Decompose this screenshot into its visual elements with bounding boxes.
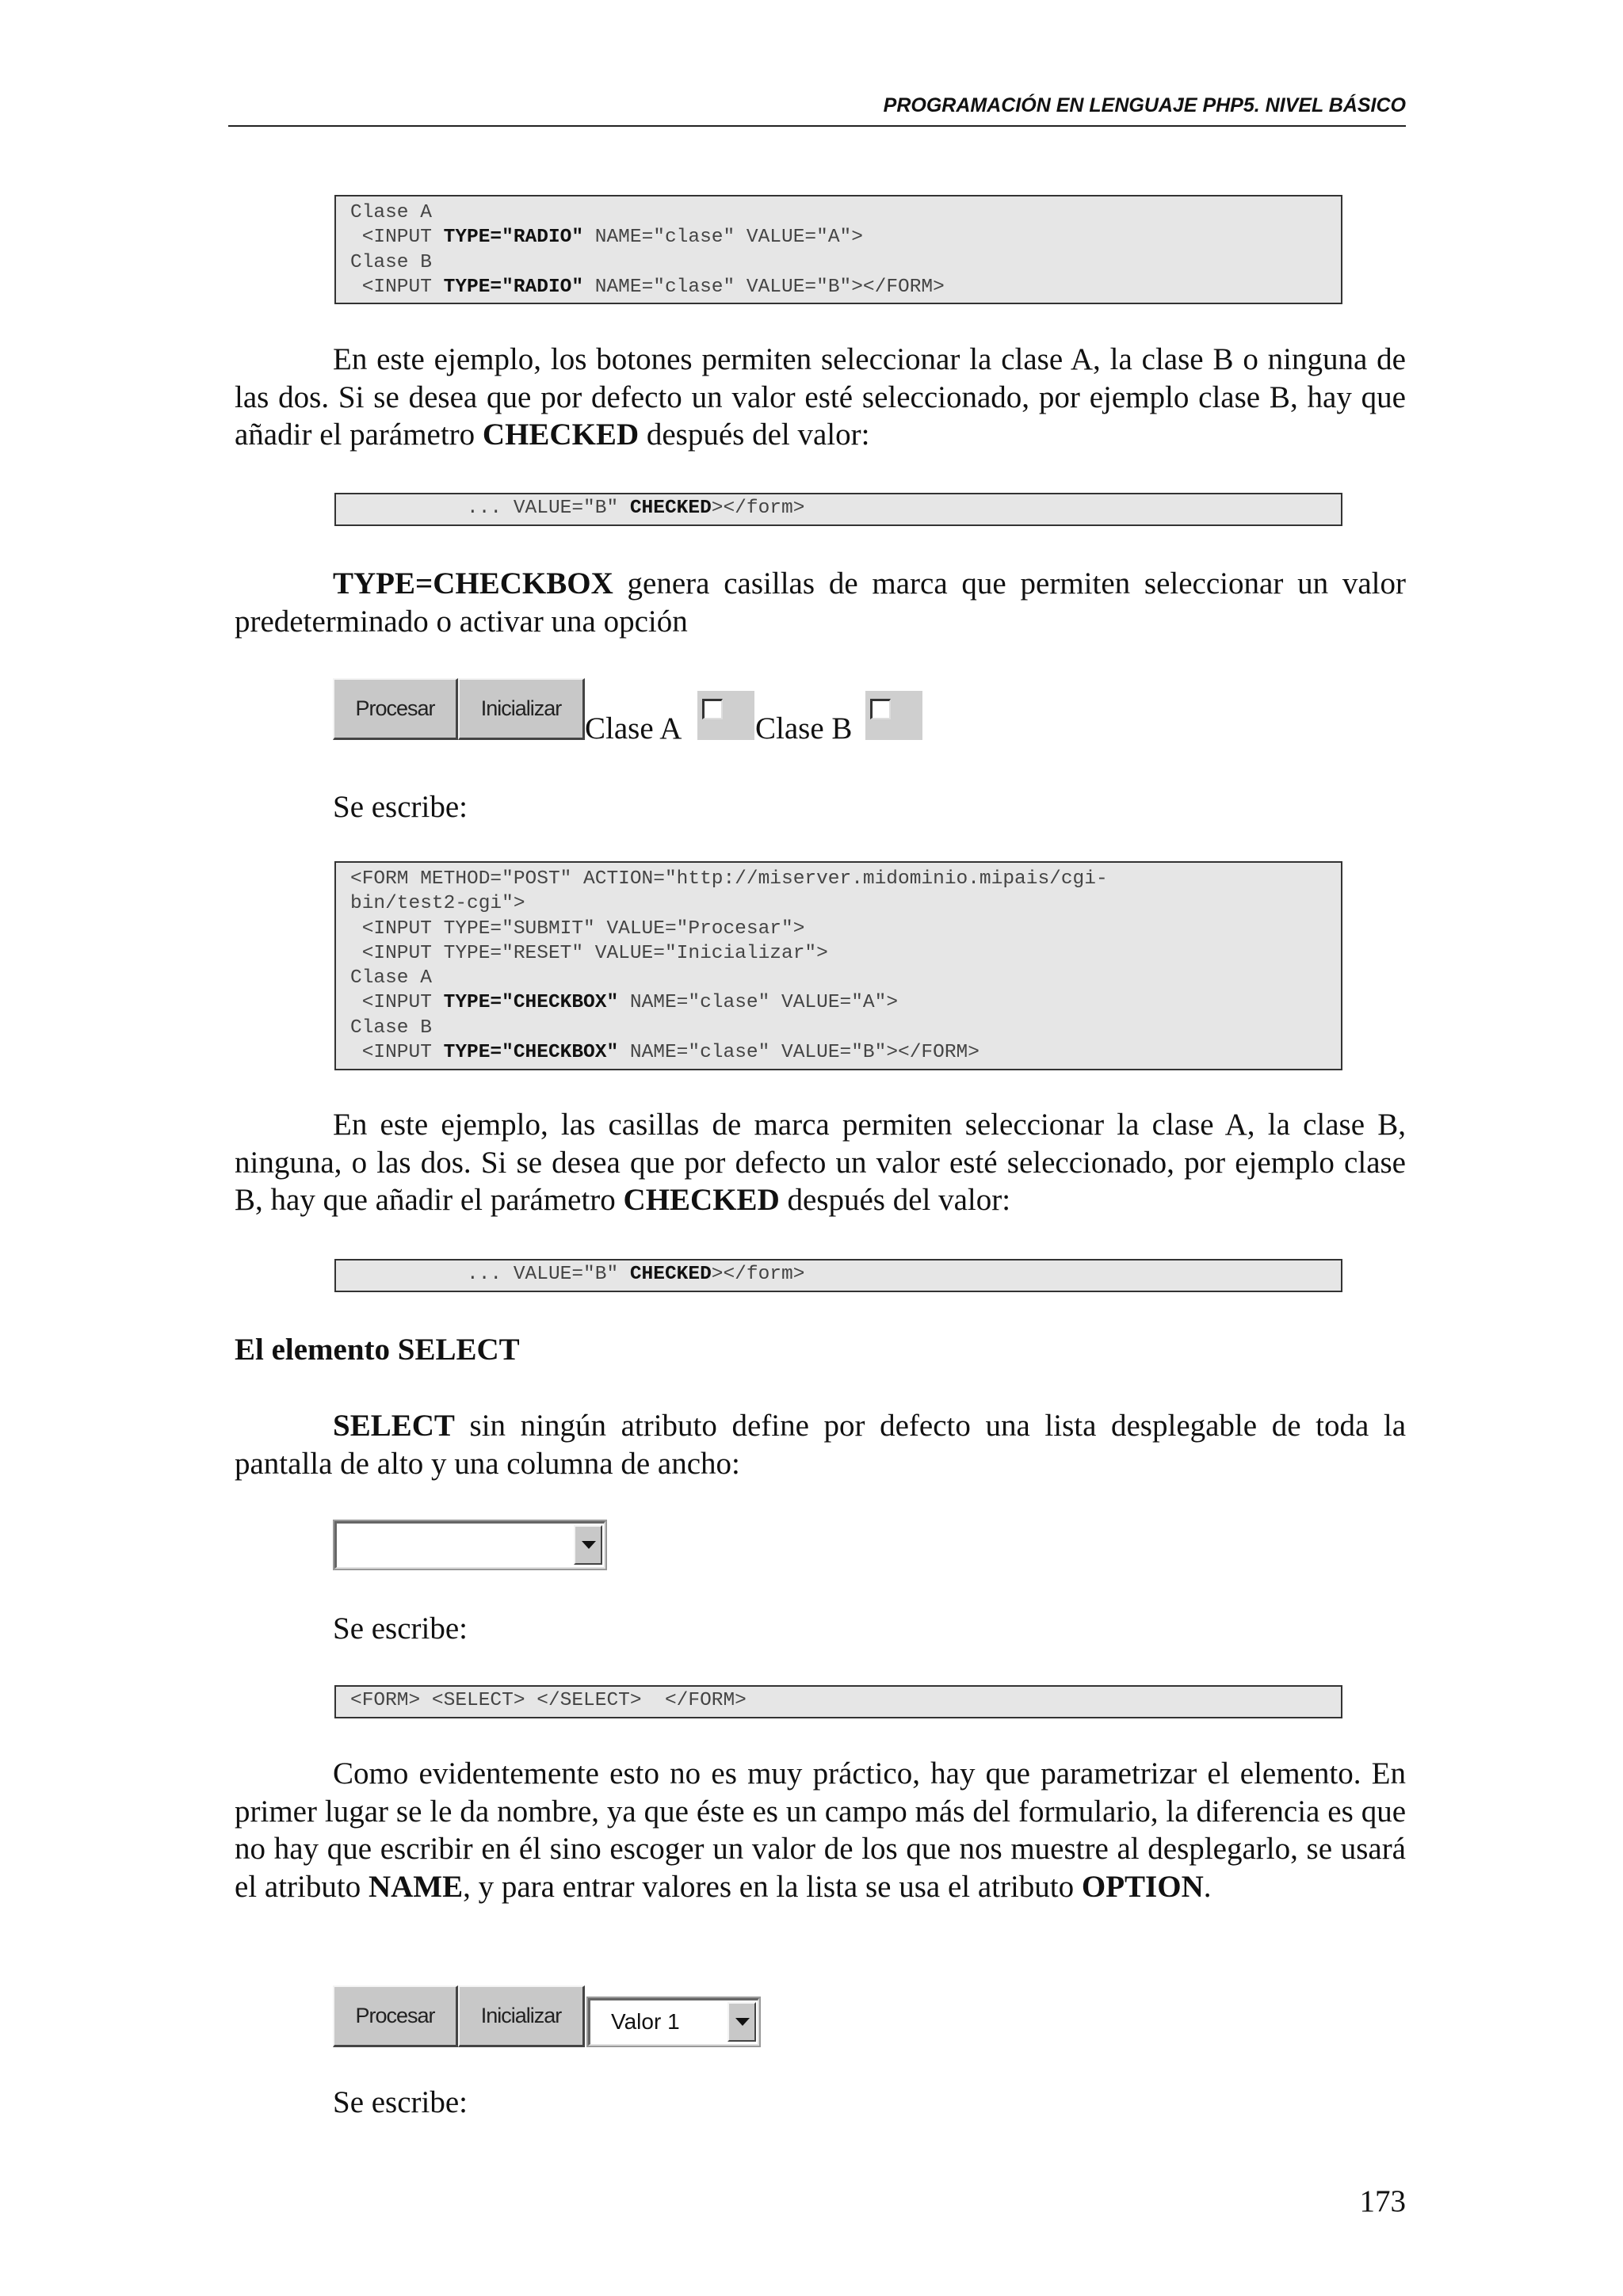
code-bold: CHECKED	[629, 1264, 712, 1285]
code-text: NAME="clase" VALUE="A">	[618, 992, 899, 1014]
checkbox-a[interactable]	[702, 699, 723, 719]
code-text: <INPUT	[350, 276, 444, 298]
code-bold: TYPE="CHECKBOX"	[443, 992, 619, 1014]
code-line	[350, 990, 1341, 1015]
code-block-select: <FORM> <SELECT> </SELECT> </FORM>	[334, 1685, 1342, 1718]
code-text: ></form>	[711, 1264, 805, 1285]
reset-button[interactable]: Inicializar	[458, 678, 585, 740]
code-text: NAME="clase" VALUE="B"></FORM>	[583, 276, 945, 298]
checkbox-frame	[865, 691, 922, 740]
paragraph-text: genera casillas de marca que permiten seleccionar un valor predeterminado o activar una opción	[235, 566, 1406, 639]
code-line: <FORM METHOD="POST" ACTION="http://miserver.midominio.mipais/cgi-	[350, 868, 1108, 890]
se-escribe-label: Se escribe:	[333, 790, 468, 824]
code-line	[350, 275, 1341, 299]
select-dropdown[interactable]	[588, 1998, 759, 2046]
code-text: ... VALUE="B"	[350, 1264, 630, 1285]
code-block-checked	[334, 493, 1342, 526]
code-block-checkbox	[334, 861, 1342, 1070]
paragraph-text: después del valor:	[779, 1183, 1011, 1218]
code-block-checked	[334, 1259, 1342, 1292]
page-number: 173	[1359, 2184, 1406, 2218]
checkbox-frame	[697, 691, 754, 740]
paragraph-text: .	[1203, 1870, 1212, 1905]
code-bold: TYPE="RADIO"	[443, 276, 584, 298]
code-bold: TYPE="CHECKBOX"	[443, 1042, 619, 1064]
bold-keyword: NAME	[368, 1870, 464, 1905]
paragraph-text: En este ejemplo, las casillas de marca permiten seleccionar la clase A, la clase B, ninguna, o las dos. Si se desea que por defecto un valor esté seleccionado, por ejemplo clase B, hay que añadir el parámetro	[235, 1108, 1406, 1218]
code-text: ></form>	[711, 498, 805, 519]
paragraph-text: , y para entrar valores en la lista se usa el atributo	[463, 1870, 1082, 1905]
chevron-down-icon[interactable]	[574, 1525, 602, 1565]
code-text: NAME="clase" VALUE="B"></FORM>	[618, 1042, 980, 1064]
code-line: Clase A	[350, 967, 432, 990]
code-line: Clase B	[350, 251, 432, 273]
bold-keyword: CHECKED	[623, 1183, 780, 1218]
code-text: <INPUT	[350, 1042, 444, 1064]
select-value: Valor 1	[611, 2009, 680, 2034]
code-line: Clase B	[350, 1016, 432, 1039]
code-line: <INPUT TYPE="RESET" VALUE="Inicializar">	[350, 942, 828, 964]
paragraph	[235, 1407, 1406, 1482]
submit-button[interactable]: Procesar	[333, 678, 458, 740]
bold-keyword: SELECT	[333, 1409, 455, 1443]
code-line	[350, 1040, 1341, 1065]
reset-button[interactable]: Inicializar	[458, 1985, 585, 2047]
code-line	[350, 225, 1341, 250]
code-text: ... VALUE="B"	[350, 498, 630, 519]
code-line: Clase A	[350, 202, 432, 223]
paragraph-text: después del valor:	[639, 418, 870, 452]
code-bold: CHECKED	[629, 498, 712, 519]
submit-button[interactable]: Procesar	[333, 1985, 458, 2047]
paragraph	[235, 1106, 1406, 1219]
section-title: El elemento SELECT	[235, 1333, 520, 1367]
chevron-down-icon[interactable]	[727, 2002, 756, 2042]
select-dropdown-empty[interactable]	[334, 1521, 605, 1569]
code-text: <INPUT	[350, 992, 444, 1014]
code-text: NAME="clase" VALUE="A">	[583, 227, 863, 249]
se-escribe-label: Se escribe:	[333, 2085, 468, 2119]
se-escribe-label: Se escribe:	[333, 1611, 468, 1646]
running-header: PROGRAMACIÓN EN LENGUAJE PHP5. NIVEL BÁSICO	[228, 93, 1406, 127]
code-line: <INPUT TYPE="SUBMIT" VALUE="Procesar">	[350, 917, 805, 940]
code-line: bin/test2-cgi">	[350, 893, 525, 915]
paragraph	[235, 565, 1406, 640]
code-bold: TYPE="RADIO"	[443, 227, 584, 249]
checkbox-b[interactable]	[870, 699, 891, 719]
code-block-radio	[334, 195, 1342, 304]
paragraph	[235, 341, 1406, 454]
paragraph-text: sin ningún atributo define por defecto una lista desplegable de toda la pantalla de alto y una columna de ancho:	[235, 1409, 1406, 1481]
bold-keyword: TYPE=CHECKBOX	[333, 566, 613, 601]
checkbox-label-b: Clase B	[755, 711, 853, 746]
code-text: <INPUT	[350, 227, 444, 249]
bold-keyword: OPTION	[1081, 1870, 1204, 1905]
paragraph-text: Como evidentemente esto no es muy práctico, hay que parametrizar el elemento. En primer lugar se le da nombre, ya que éste es un campo más del formulario, la diferencia es que no hay que escribir en él sino escoger un valor de los que nos muestre al desplegarlo, se usará el atributo	[235, 1756, 1406, 1905]
checkbox-label-a: Clase A	[585, 711, 682, 746]
paragraph-text: En este ejemplo, los botones permiten seleccionar la clase A, la clase B o ninguna de las dos. Si se desea que por defecto un valor esté seleccionado, por ejemplo clase B, hay que añadir el parámetro	[235, 342, 1406, 452]
paragraph	[235, 1755, 1406, 1906]
bold-keyword: CHECKED	[482, 418, 640, 452]
